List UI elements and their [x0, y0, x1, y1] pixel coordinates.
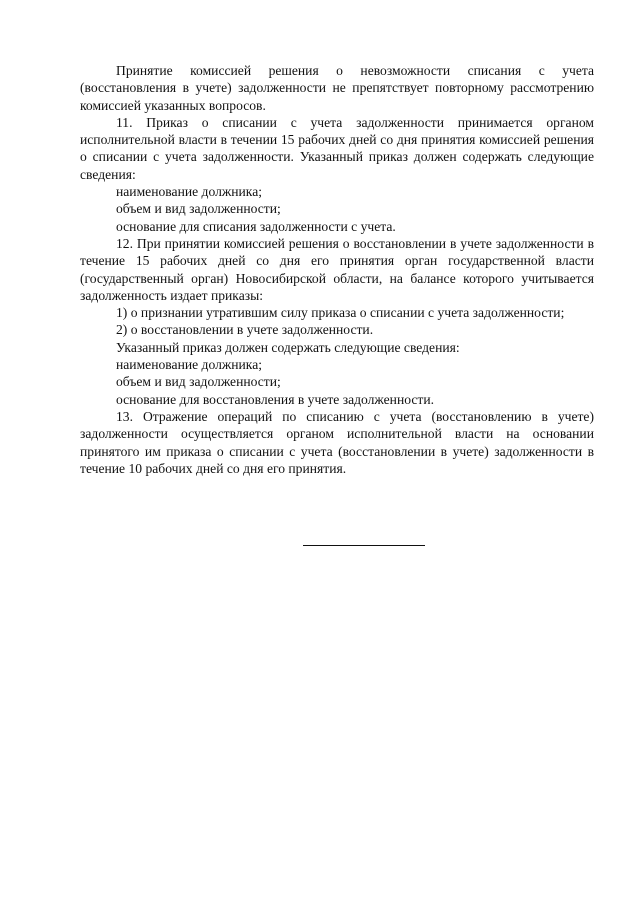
document-body [80, 62, 594, 477]
paragraph-text: 12. При принятии комиссией решения о восстановлении в учете задолженности в течение 15 рабочих дней со дня его принятия орган государственной власти (государственный орган) Новосибирской области, на балансе которого учитывается задолженность издает приказы: [80, 235, 594, 303]
list-item: объем и вид задолженности; [116, 201, 281, 217]
end-separator-line [303, 545, 425, 546]
list-item: наименование должника; [116, 357, 263, 373]
paragraph-text: 1) о признании утратившим силу приказа о списании с учета задолженности; [116, 305, 565, 321]
list-item: основание для восстановления в учете задолженности. [116, 391, 434, 407]
list-item: основание для списания задолженности с учета. [116, 218, 396, 234]
list-item: объем и вид задолженности; [116, 374, 281, 390]
paragraph-text: Принятие комиссией решения о невозможности списания с учета (восстановления в учете) задолженности не препятствует повторному рассмотрению комиссией указанных вопросов. [80, 63, 594, 113]
list-item: Указанный приказ должен содержать следующие сведения: [116, 339, 460, 355]
list-item: 2) о восстановлении в учете задолженности. [116, 322, 374, 338]
paragraph-text: 11. Приказ о списании с учета задолженности принимается органом исполнительной власти в течении 15 рабочих дней со дня принятия комиссией решения о списании с учета задолженности. Указанный приказ должен содержать следующие сведения: [80, 114, 594, 182]
paragraph-text: 13. Отражение операций по списанию с учета (восстановлению в учете) задолженности осуществляется органом исполнительной власти на основании принятого им приказа о списании с учета (восстановлении в учете) задолженности в течение 10 рабочих дней со дня его принятия. [80, 408, 594, 476]
list-item: наименование должника; [116, 184, 263, 200]
